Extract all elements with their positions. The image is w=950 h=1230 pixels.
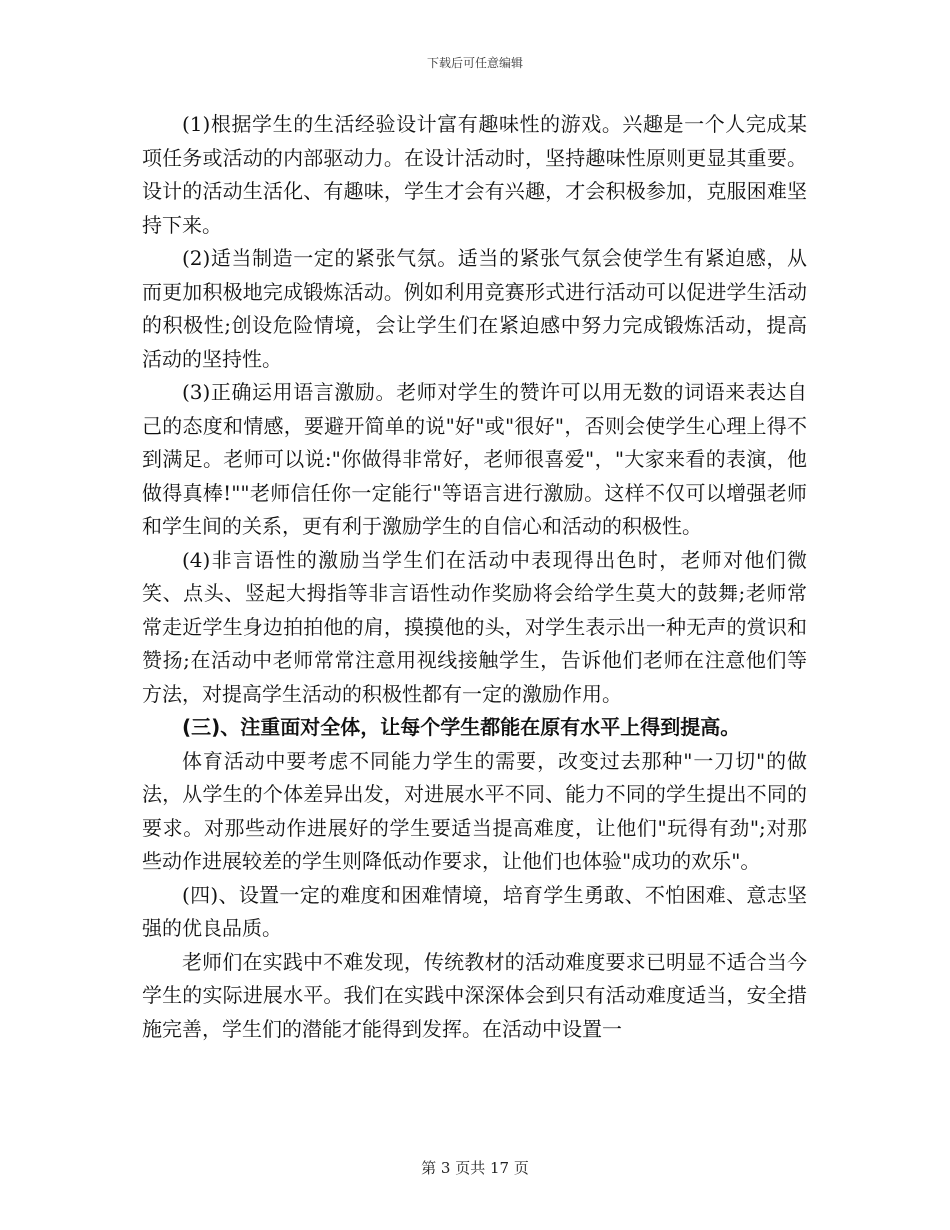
page-number: 第 3 页共 17 页 [421,1159,529,1177]
paragraph-6: 老师们在实践中不难发现，传统教材的活动难度要求已明显不适合当今学生的实际进展水平。我们在实践中深深体会到只有活动难度适当，安全措施完善，学生们的潜能才能得到发挥。在活动中设置一 [142,949,807,1041]
document-body [142,108,807,1046]
section-heading-3: (三)、注重面对全体，让每个学生都能在原有水平上得到提高。 [182,715,741,739]
paragraph-3: (3)正确运用语言激励。老师对学生的赞许可以用无数的词语来表达自己的态度和情感，要避开简单的说"好"或"很好"，否则会使学生心理上得不到满足。老师可以说:"你做得非常好，老师很喜爱"，"大家来看的表演，他做得真棒!""老师信任你一定能行"等语言进行激励。这样不仅可以增强老师和学生间的关系，更有利于激励学生的自信心和活动的积极性。 [142,380,807,538]
paragraph-5: 体育活动中要考虑不同能力学生的需要，改变过去那种"一刀切"的做法，从学生的个体差异出发，对进展水平不同、能力不同的学生提出不同的要求。对那些动作进展好的学生要适当提高难度，让他们"玩得有劲";对那些动作进展较差的学生则降低动作要求，让他们也体验"成功的欢乐"。 [142,748,807,873]
header-note: 下载后可任意编辑 [426,56,523,70]
paragraph-2: (2)适当制造一定的紧张气氛。适当的紧张气氛会使学生有紧迫感，从而更加积极地完成锻炼活动。例如利用竞赛形式进行活动可以促进学生活动的积极性;创设危险情境，会让学生们在紧迫感中努力完成锻炼活动，提高活动的坚持性。 [142,246,807,371]
paragraph-1: (1)根据学生的生活经验设计富有趣味性的游戏。兴趣是一个人完成某项任务或活动的内部驱动力。在设计活动时，坚持趣味性原则更显其重要。设计的活动生活化、有趣味，学生才会有兴趣，才会积极参加，克服困难坚持下来。 [142,112,807,237]
section-heading-4: (四)、设置一定的难度和困难情境，培育学生勇敢、不怕困难、意志坚强的优良品质。 [142,882,807,940]
paragraph-4: (4)非言语性的激励当学生们在活动中表现得出色时，老师对他们微笑、点头、竖起大拇指等非言语性动作奖励将会给学生莫大的鼓舞;老师常常走近学生身边拍拍他的肩，摸摸他的头，对学生表示出一种无声的赏识和赞扬;在活动中老师常常注意用视线接触学生，告诉他们老师在注意他们等方法，对提高学生活动的积极性都有一定的激励作用。 [142,547,807,706]
